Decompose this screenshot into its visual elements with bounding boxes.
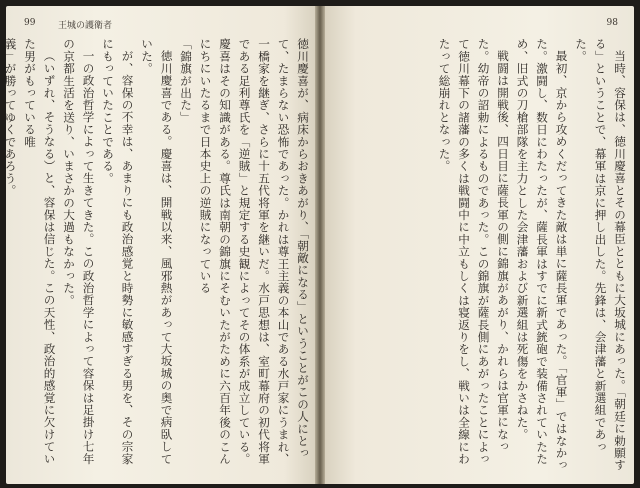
paragraph: が、容保の不幸は、あまりにも政治感覚と時勢に敏感すぎる男を、その宗家にもっていたことである。 — [101, 38, 135, 465]
book-gutter — [315, 6, 325, 484]
running-title: 王城の護衛者 — [58, 21, 113, 31]
paragraph: 徳川慶喜である。慶喜は、開戦以来、風邪熱があって大坂城の奥で病臥していた。 — [140, 38, 174, 465]
paragraph: 最初、京から攻めくだってきた敵は単に薩長軍であった。「官軍」ではなかった。激闘し、数日にわたったが、薩長軍はすでに新式銃砲で装備されていたため、旧式の刀槍部隊を主力とした会津藩および新選組は死傷をかさねた。 — [515, 38, 569, 471]
paragraph: 義」が勝ってゆくであろう。 — [3, 38, 18, 197]
page-number-right: 98 — [606, 18, 618, 28]
paragraph: 戦闘は開戦後、四日目に薩長軍の側に錦旗があがり、かれらは官軍になった。幼帝の詔勅によるものであった。この錦旗が薩長側にあがったことによって徳川幕下の諸藩の多くは戦闘中に中立もしくは寝返りをし、戦いは全線にわたって総崩れとなった。 — [437, 38, 510, 465]
right-page-text-column — [333, 38, 629, 474]
paragraph: 当時、容保は、徳川慶喜とその幕臣とともに大坂城にあった。「朝廷に勅願する」ということで、幕軍は京に押し出した。先鋒は、会津藩と新選組であった。 — [574, 38, 627, 471]
left-page — [3, 6, 315, 484]
paragraph: 徳川慶喜が、病床からおきあがり、「朝敵になる」ということがこの人にとって、たまらない恐怖であった。かれは尊王主義の本山である水戸家にうまれ、一橋家を継ぎ、さらに十五代将軍を継いだ。水戸思想は、室町幕府の初代将軍である足利尊氏を「逆賊」と規定する史観によってその体系が成立している。慶喜はその知識がある。尊氏は南朝の錦旗にそむいたがために六百年後のこんにちにいたるまで日本史上の逆賊になっている — [198, 38, 310, 465]
paragraph: （いずれ、そうなる）と、容保は信じた。この天性、政治的感覚に欠けていた男がもっている唯 — [23, 38, 57, 465]
left-page-text-column — [3, 38, 312, 474]
page-number-left: 99 — [24, 18, 36, 28]
paragraph: 一の政治哲学によって生きてきた。この政治哲学によって容保は足掛け七年の京都生活を送り、いまさかの大過もなかった。 — [62, 38, 96, 465]
paragraph: 「錦旗が出た」 — [179, 38, 193, 124]
right-page — [325, 6, 634, 484]
